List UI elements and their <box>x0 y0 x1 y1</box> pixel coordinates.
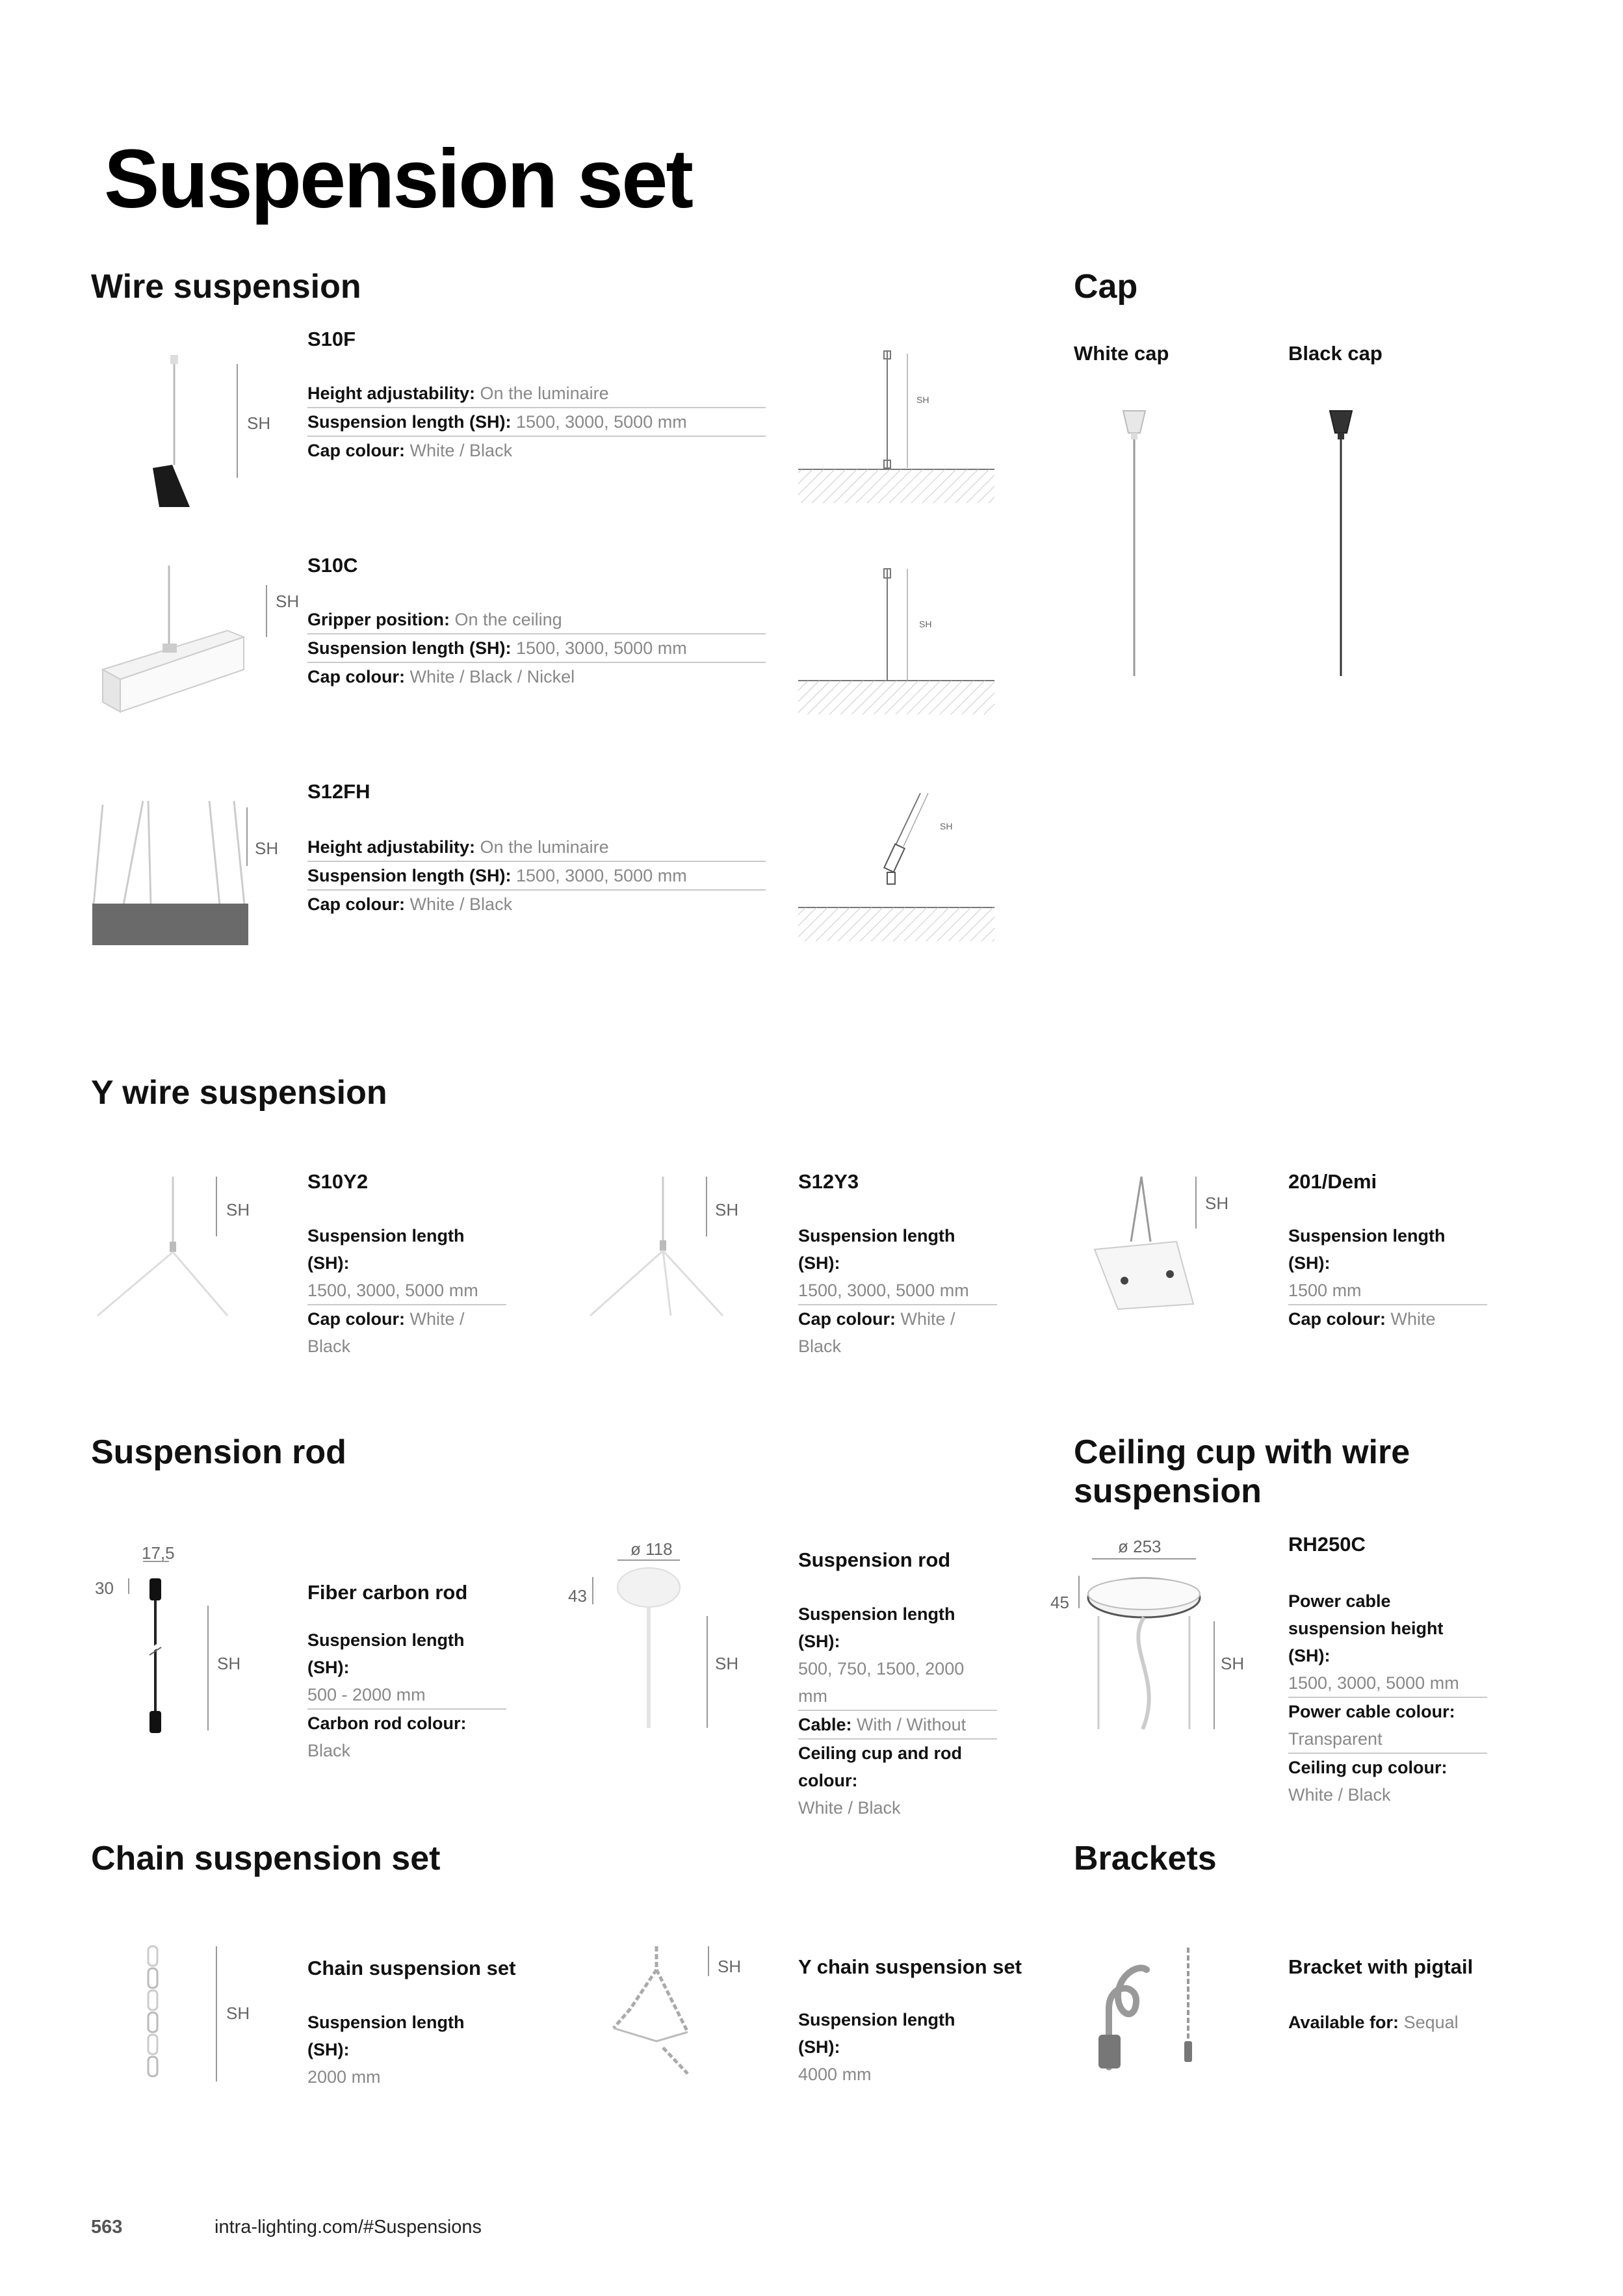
s10c-technical-drawing <box>798 569 994 718</box>
s10c-spec-row <box>307 606 766 634</box>
spec-value: 4000 mm <box>798 2065 872 2084</box>
rod-name: Suspension rod <box>798 1548 951 1571</box>
spec-label: Suspension length (SH): <box>307 638 512 658</box>
sh-label: SH <box>226 2003 250 2023</box>
spec-label: Suspension length (SH): <box>1288 1226 1446 1273</box>
section-heading-ceiling-cup: Ceiling cup with wire suspension <box>1074 1433 1410 1510</box>
svg-text:SH: SH <box>940 821 953 831</box>
spec-label: Cap colour: <box>798 1309 896 1329</box>
rod-dim-diameter: ø 118 <box>630 1539 673 1559</box>
spec-value: On the luminaire <box>480 384 609 403</box>
spec-value: 1500, 3000, 5000 mm <box>516 638 687 658</box>
black-cap-label: Black cap <box>1288 342 1383 365</box>
s12fh-spec-row <box>307 891 766 918</box>
spec-value: Transparent <box>1288 1725 1487 1754</box>
sh-label: SH <box>217 1654 241 1673</box>
spec-label: Suspension length (SH): <box>307 1226 465 1273</box>
spec-label: Ceiling cup and rod colour: <box>798 1743 963 1790</box>
bracket-specs <box>1288 2009 1487 2036</box>
s10c-specs <box>307 606 766 690</box>
s10c-spec-row <box>307 634 766 663</box>
s12fh-specs <box>307 833 766 918</box>
demi-cap-row <box>1288 1305 1487 1333</box>
s12fh-technical-drawing <box>798 793 994 949</box>
spec-label: Power cable suspension height (SH): <box>1288 1591 1444 1665</box>
s10y2-product-image <box>91 1177 286 1320</box>
spec-value: 1500, 3000, 5000 mm <box>307 1277 506 1305</box>
svg-text:SH: SH <box>919 619 932 629</box>
spec-value: On the luminaire <box>480 837 609 857</box>
section-heading-suspension-rod: Suspension rod <box>91 1433 346 1471</box>
s10c-name: S10C <box>307 554 358 577</box>
spec-value: 1500, 3000, 5000 mm <box>798 1277 997 1305</box>
spec-label: Suspension length (SH): <box>798 1226 955 1273</box>
s12y3-product-image <box>585 1177 780 1320</box>
section-heading-brackets: Brackets <box>1074 1840 1217 1877</box>
y-chain-name: Y chain suspension set <box>798 1955 1022 1978</box>
s10f-technical-drawing <box>798 351 994 507</box>
spec-label: Cap colour: <box>307 894 406 914</box>
s12y3-name: S12Y3 <box>798 1170 859 1193</box>
suspension-rod-image <box>585 1558 754 1733</box>
rod-cable-row <box>798 1711 997 1740</box>
section-heading-wire-suspension: Wire suspension <box>91 268 361 306</box>
page-number: 563 <box>91 2217 123 2237</box>
bracket-product-image <box>1079 1944 1248 2074</box>
chain-name: Chain suspension set <box>307 1957 516 1979</box>
section-heading-y-wire-suspension: Y wire suspension <box>91 1074 387 1112</box>
spec-value: White / Black <box>798 1798 901 1818</box>
spec-value: White / Black <box>307 1309 465 1356</box>
rod-dim-height: 43 <box>568 1586 587 1606</box>
spec-value: Sequal <box>1403 2013 1459 2032</box>
spec-label: Cap colour: <box>1288 1309 1386 1329</box>
bracket-available-row <box>1288 2009 1487 2036</box>
spec-label: Suspension length (SH): <box>307 866 512 885</box>
spec-value: 1500, 3000, 5000 mm <box>1288 1669 1487 1698</box>
s12fh-spec-row <box>307 833 766 862</box>
s10f-specs <box>307 380 766 464</box>
sh-label: SH <box>226 1200 250 1220</box>
s12fh-name: S12FH <box>307 780 370 803</box>
s12fh-product-image <box>91 801 286 950</box>
spec-value: 500, 750, 1500, 2000 mm <box>798 1655 997 1711</box>
spec-label: Cap colour: <box>307 1309 406 1329</box>
fiber-colour-row <box>307 1710 506 1764</box>
s12y3-specs <box>798 1222 997 1360</box>
white-cap-label: White cap <box>1074 342 1169 365</box>
sh-label: SH <box>276 592 300 611</box>
spec-value: 500 - 2000 mm <box>307 1681 506 1710</box>
sh-label: SH <box>247 413 271 433</box>
rh250c-dim-height: 45 <box>1050 1593 1069 1612</box>
spec-value: 1500, 3000, 5000 mm <box>516 412 687 432</box>
spec-label: Available for: <box>1288 2013 1399 2032</box>
sh-label: SH <box>1205 1194 1229 1213</box>
sh-label: SH <box>255 839 279 858</box>
spec-value: White <box>1390 1309 1436 1329</box>
section-heading-chain-suspension: Chain suspension set <box>91 1840 441 1877</box>
section-heading-cap: Cap <box>1074 268 1138 306</box>
fiber-specs <box>307 1626 506 1764</box>
spec-label: Height adjustability: <box>307 384 476 403</box>
spec-value: White / Black <box>798 1309 955 1356</box>
spec-label: Suspension length (SH): <box>307 2013 465 2059</box>
fiber-name: Fiber carbon rod <box>307 1581 468 1604</box>
y-chain-product-image <box>604 1944 734 2087</box>
s10y2-name: S10Y2 <box>307 1170 369 1193</box>
black-cap-image <box>1325 406 1357 679</box>
spec-value: White / Black <box>409 441 513 460</box>
rh250c-dim-diameter: ø 253 <box>1118 1537 1162 1556</box>
spec-label: Suspension length (SH): <box>307 412 512 432</box>
rh250c-product-image <box>1066 1556 1274 1738</box>
fiber-dim-width: 17,5 <box>142 1543 175 1563</box>
white-cap-image <box>1118 406 1150 679</box>
spec-label: Cable: <box>798 1715 852 1734</box>
spec-label: Power cable colour: <box>1288 1702 1455 1721</box>
spec-label: Suspension length (SH): <box>798 1604 955 1651</box>
rod-specs <box>798 1600 997 1821</box>
sh-label: SH <box>1221 1654 1245 1673</box>
spec-label: Cap colour: <box>307 667 406 686</box>
s10c-product-image <box>97 566 292 722</box>
spec-label: Cap colour: <box>307 441 406 460</box>
s10f-spec-row <box>307 437 766 464</box>
rh250c-specs <box>1288 1587 1487 1808</box>
spec-label: Suspension length (SH): <box>798 2010 955 2057</box>
fiber-rod-image <box>117 1560 260 1736</box>
spec-value: White / Black <box>1288 1785 1391 1805</box>
sh-label: SH <box>718 1957 742 1976</box>
s10y2-specs <box>307 1222 506 1360</box>
spec-label: Suspension length (SH): <box>307 1630 465 1677</box>
svg-text:SH: SH <box>916 395 929 405</box>
demi-specs <box>1288 1222 1487 1333</box>
spec-value: On the ceiling <box>454 610 562 629</box>
spec-label: Height adjustability: <box>307 837 476 857</box>
spec-label: Ceiling cup colour: <box>1288 1758 1448 1777</box>
s12y3-cap-row <box>798 1305 997 1360</box>
demi-name: 201/Demi <box>1288 1170 1377 1193</box>
demi-product-image <box>1079 1177 1274 1320</box>
spec-value: With / Without <box>857 1715 967 1734</box>
s10f-spec-row <box>307 380 766 408</box>
spec-value: Black <box>307 1741 351 1760</box>
fiber-dim-height: 30 <box>95 1578 114 1598</box>
bracket-name: Bracket with pigtail <box>1288 1955 1474 1978</box>
s10c-spec-row <box>307 663 766 690</box>
spec-value: 1500 mm <box>1288 1277 1487 1305</box>
spec-value: White / Black <box>409 894 513 914</box>
y-chain-specs <box>798 2006 997 2088</box>
sh-label: SH <box>715 1654 739 1673</box>
spec-label: Gripper position: <box>307 610 450 629</box>
footer-link[interactable]: intra-lighting.com/#Suspensions <box>214 2217 482 2237</box>
spec-label: Carbon rod colour: <box>307 1714 467 1733</box>
s10y2-cap-row <box>307 1305 506 1360</box>
s10f-name: S10F <box>307 328 356 350</box>
s10f-spec-row <box>307 408 766 437</box>
s12fh-spec-row <box>307 862 766 891</box>
spec-value: 1500, 3000, 5000 mm <box>516 866 687 885</box>
chain-specs <box>307 2009 506 2091</box>
sh-label: SH <box>715 1200 739 1220</box>
rh250c-name: RH250C <box>1288 1533 1366 1556</box>
page-title: Suspension set <box>104 133 692 226</box>
spec-value: 2000 mm <box>307 2067 381 2087</box>
spec-value: White / Black / Nickel <box>409 667 575 686</box>
